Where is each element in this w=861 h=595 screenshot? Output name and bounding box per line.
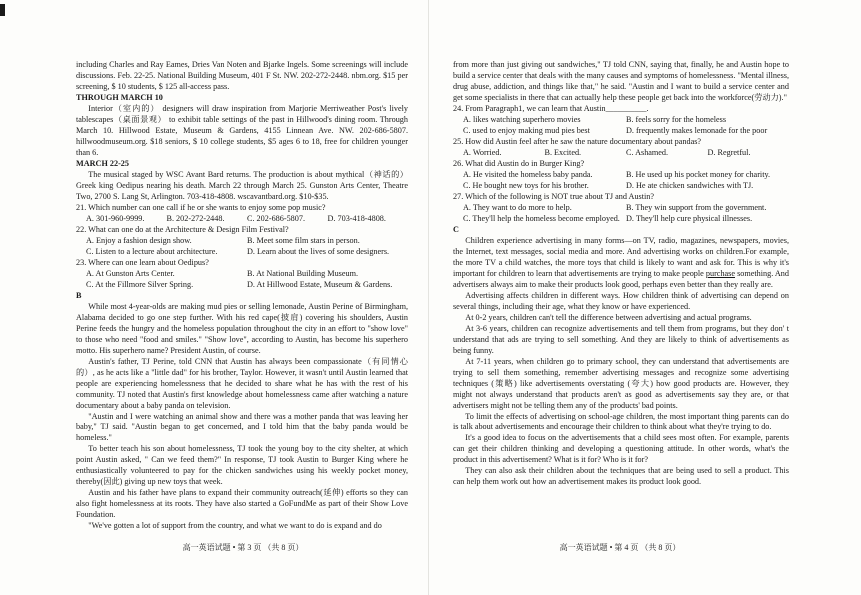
question-27-options xyxy=(453,203,789,225)
option-21a: A. 301-960-9999. xyxy=(86,213,145,223)
question-22-options xyxy=(76,236,408,258)
passage-c-paragraph-2: Advertising affects children in different ways. How children think of advertising can depend on several things, including their age, what they know or have experienced. xyxy=(453,290,789,311)
option-25d: D. Regretful. xyxy=(707,147,751,157)
question-27: 27. Which of the following is NOT true about TJ and Austin? xyxy=(453,191,655,201)
option-24a: A. likes watching superhero movies xyxy=(463,114,581,124)
option-22a: A. Enjoy a fashion design show. xyxy=(86,235,192,245)
option-24d: D. frequently makes lemonade for the poor xyxy=(626,125,768,135)
passage-b-paragraph-2: Austin's father, TJ Perine, told CNN that Austin has always been compassionate（有同情心的）, as he acts like a "little dad" for his brother, Taylor. However, it wasn't until Austin learned that people are experiencing homelessness that he decided to share what he has with the rest of his community. TJ noted that Austin's first knowledge about homelessness came after watching a nature documentary about a baby panda on television. xyxy=(76,356,408,410)
page-footer-left: 高一英语试题 • 第 3 页 （共 8 页） xyxy=(182,543,304,552)
section-b-heading: B xyxy=(76,290,82,300)
option-25c: C. Ashamed. xyxy=(626,147,669,157)
page-divider xyxy=(428,0,429,595)
option-23d: D. At Hillwood Estate, Museum & Gardens. xyxy=(247,279,393,289)
passage-c-p1-start: Children experience advertising in many forms—on TV, radio, magazines, newspapers, movies, the Internet, text messages, social media and more. And advertising works on children.For example, the more TV a child watches, the more toys that child is likely to want and ask for. This is why it's important for children to learn that advertisements are trying to make people xyxy=(453,235,789,278)
option-27c: C. They'll help the homeless become employed. xyxy=(463,213,620,223)
question-26: 26. What did Austin do in Burger King? xyxy=(453,158,585,168)
question-21-options xyxy=(76,214,408,225)
heading-march-22: MARCH 22-25 xyxy=(76,158,129,168)
option-26d: D. He ate chicken sandwiches with TJ. xyxy=(626,180,754,190)
passage-b-paragraph-6: "We've gotten a lot of support from the country, and what we want to do is expand and do xyxy=(88,521,382,531)
left-page xyxy=(76,60,408,532)
option-21c: C. 202-686-5807. xyxy=(247,213,305,223)
passage-b-paragraph-5: Austin and his father have plans to expand their community outreach(延伸) efforts so they can also fight homelessness at its roots. They have also started a GoFundMe as part of their Show Love Foundation. xyxy=(76,488,408,520)
question-23-options xyxy=(76,269,408,291)
option-22d: D. Learn about the lives of some designers. xyxy=(247,246,390,256)
passage-c-paragraph-7: It's a good idea to focus on the advertisements that a child sees most often. For example, parents can get their children thinking and developing a questioning attitude. In other words, what's the product in this advertisement? What is it for? Who is it for? xyxy=(453,433,789,465)
option-27d: D. They'll help cure physical illnesses. xyxy=(626,213,753,223)
option-26a: A. He visited the homeless baby panda. xyxy=(463,169,593,179)
option-26c: C. He bought new toys for his brother. xyxy=(463,180,589,190)
passage-b-paragraph-4: To better teach his son about homelessness, TJ took the young boy to the city shelter, at which point Austin asked, " Can we feed them?" In response, TJ took Austin to Burger King where he enthusiastically volunteered to pay for the chicken sandwiches using his weekly pocket money, thereby(因此) giving up new toys that week. xyxy=(76,444,408,487)
binder-mark xyxy=(0,4,5,16)
festival-intro: including Charles and Ray Eames, Dries Van Noten and Bjarke Ingels. Some screenings will include discussions. Feb. 22-25. National Building Museum, 401 F St. NW. 202-272-2448. nbm.org. $15 per screening, $ 10 students, $ 125 all-access pass. xyxy=(76,60,408,91)
option-22c: C. Listen to a lecture about architecture. xyxy=(86,246,218,256)
passage-b-paragraph-1: While most 4-year-olds are making mud pies or selling lemonade, Austin Perine of Birmingham, Alabama decided to go one step further. With his red cape(披肩) covering his shoulders, Austin Perine feeds the hungry and the homeless population throughout the city in an effort to "show love" to those who need "food and smiles." "Show love", according to Austin, has become his superhero motto. His superhero name? President Austin, of course. xyxy=(76,301,408,355)
passage-b-paragraph-3: "Austin and I were watching an animal show and there was a mother panda that was leaving her baby," TJ said. "Austin began to get concerned, and I told him that the baby panda would be homeless." xyxy=(76,411,408,443)
option-25b: B. Excited. xyxy=(544,147,582,157)
passage-c-paragraph-8: They can also ask their children about the techniques that are being used to sell a product. This can help them work out how an advertisement makes its product look good. xyxy=(453,466,789,487)
passage-c-paragraph-6: To limit the effects of advertising on school-age children, the most important thing parents can do is talk about advertisements and encourage their children to think about what they're trying to do. xyxy=(453,411,789,432)
question-22: 22. What can one do at the Architecture & Design Film Festival? xyxy=(76,224,289,234)
option-23b: B. At National Building Museum. xyxy=(247,268,358,278)
passage-b-continuation: from more than just giving out sandwiches," TJ told CNN, saying that, finally, he and Austin hope to build a service center that deals with the many causes and symptoms of homelessness. "Mental illness, drug abuse, addiction, and things like that," he said. "Austin and I want to build a service center and get some specialists in there that can actually help these people get back into the workforce(劳动力)." xyxy=(453,60,789,102)
option-25a: A. Worried. xyxy=(463,147,502,157)
passage-c-p1-end: something. And advertisers always aim to make their products look good, perhaps even better than they really are. xyxy=(453,268,789,289)
question-21: 21. Which number can one call if he or she wants to enjoy some pop music? xyxy=(76,202,326,212)
section-c-heading: C xyxy=(453,224,459,234)
question-23: 23. Where can one learn about Oedipus? xyxy=(76,257,209,267)
underlined-word-purchase: purchase xyxy=(705,268,735,278)
question-25-options xyxy=(453,148,789,159)
passage-c-paragraph-1 xyxy=(453,236,789,291)
option-27a: A. They want to do more to help. xyxy=(463,202,572,212)
option-24b: B. feels sorry for the homeless xyxy=(626,114,727,124)
page-footer-right: 高一英语试题 • 第 4 页 （共 8 页） xyxy=(559,543,681,552)
option-23c: C. At the Fillmore Silver Spring. xyxy=(86,279,194,289)
option-22b: B. Meet some film stars in person. xyxy=(247,235,360,245)
passage-c-paragraph-5: At 7-11 years, when children go to primary school, they can understand that advertisements are trying to sell them something, remember advertising messages and recognize some advertising techniques (策略) like advertisements overstating (夸大) how good products are. However, they might not always understand that products aren't as good as advertisements say they are, or that advertisers might not be telling them any of the products' bad points. xyxy=(453,356,789,410)
heading-march-10: THROUGH MARCH 10 xyxy=(76,92,163,102)
option-21d: D. 703-418-4808. xyxy=(327,213,386,223)
question-24-options xyxy=(453,115,789,137)
option-23a: A. At Gunston Arts Center. xyxy=(86,268,175,278)
oedipus-paragraph: The musical staged by WSC Avant Bard returns. The production is about mythical（神话的） Greek king Oedipus nearing his death. March 22 through March 25. Gunston Arts Center, Theatre Two, 2700 S. Lang St, Arlington. 703-418-4808. wscavantbard.org. $10-$35. xyxy=(76,169,408,201)
question-25: 25. How did Austin feel after he saw the nature documentary about pandas? xyxy=(453,136,702,146)
option-27b: B. They win support from the government. xyxy=(626,202,767,212)
option-24c: C. used to enjoy making mud pies best xyxy=(463,125,590,135)
hillwood-paragraph: Interior（室内的） designers will draw inspiration from Marjorie Merriweather Post's lively tablescapes（桌面景观） to exhibit table settings of the past in Hillwood's dining room. Through March 10. Hillwood Estate, Museum & Gardens, 4155 Linnean Ave. NW. 202-686-5807. hillwoodmuseum.org. $18 seniors, $ 10 college students, $5 ages 6 to 18, free for children younger than 6. xyxy=(76,103,408,157)
question-24: 24. From Paragraph1, we can learn that Austin__________. xyxy=(453,103,649,113)
passage-c-paragraph-3: At 0-2 years, children can't tell the difference between advertising and actual programs. xyxy=(465,312,752,322)
option-21b: B. 202-272-2448. xyxy=(166,213,225,223)
option-26b: B. He used up his pocket money for charity. xyxy=(626,169,771,179)
right-page xyxy=(453,60,789,488)
question-26-options xyxy=(453,170,789,192)
passage-c-paragraph-4: At 3-6 years, children can recognize advertisements and tell them from programs, but they don' t understand that ads are trying to sell something. And they are likely to think of advertisements as being funny. xyxy=(453,323,789,355)
